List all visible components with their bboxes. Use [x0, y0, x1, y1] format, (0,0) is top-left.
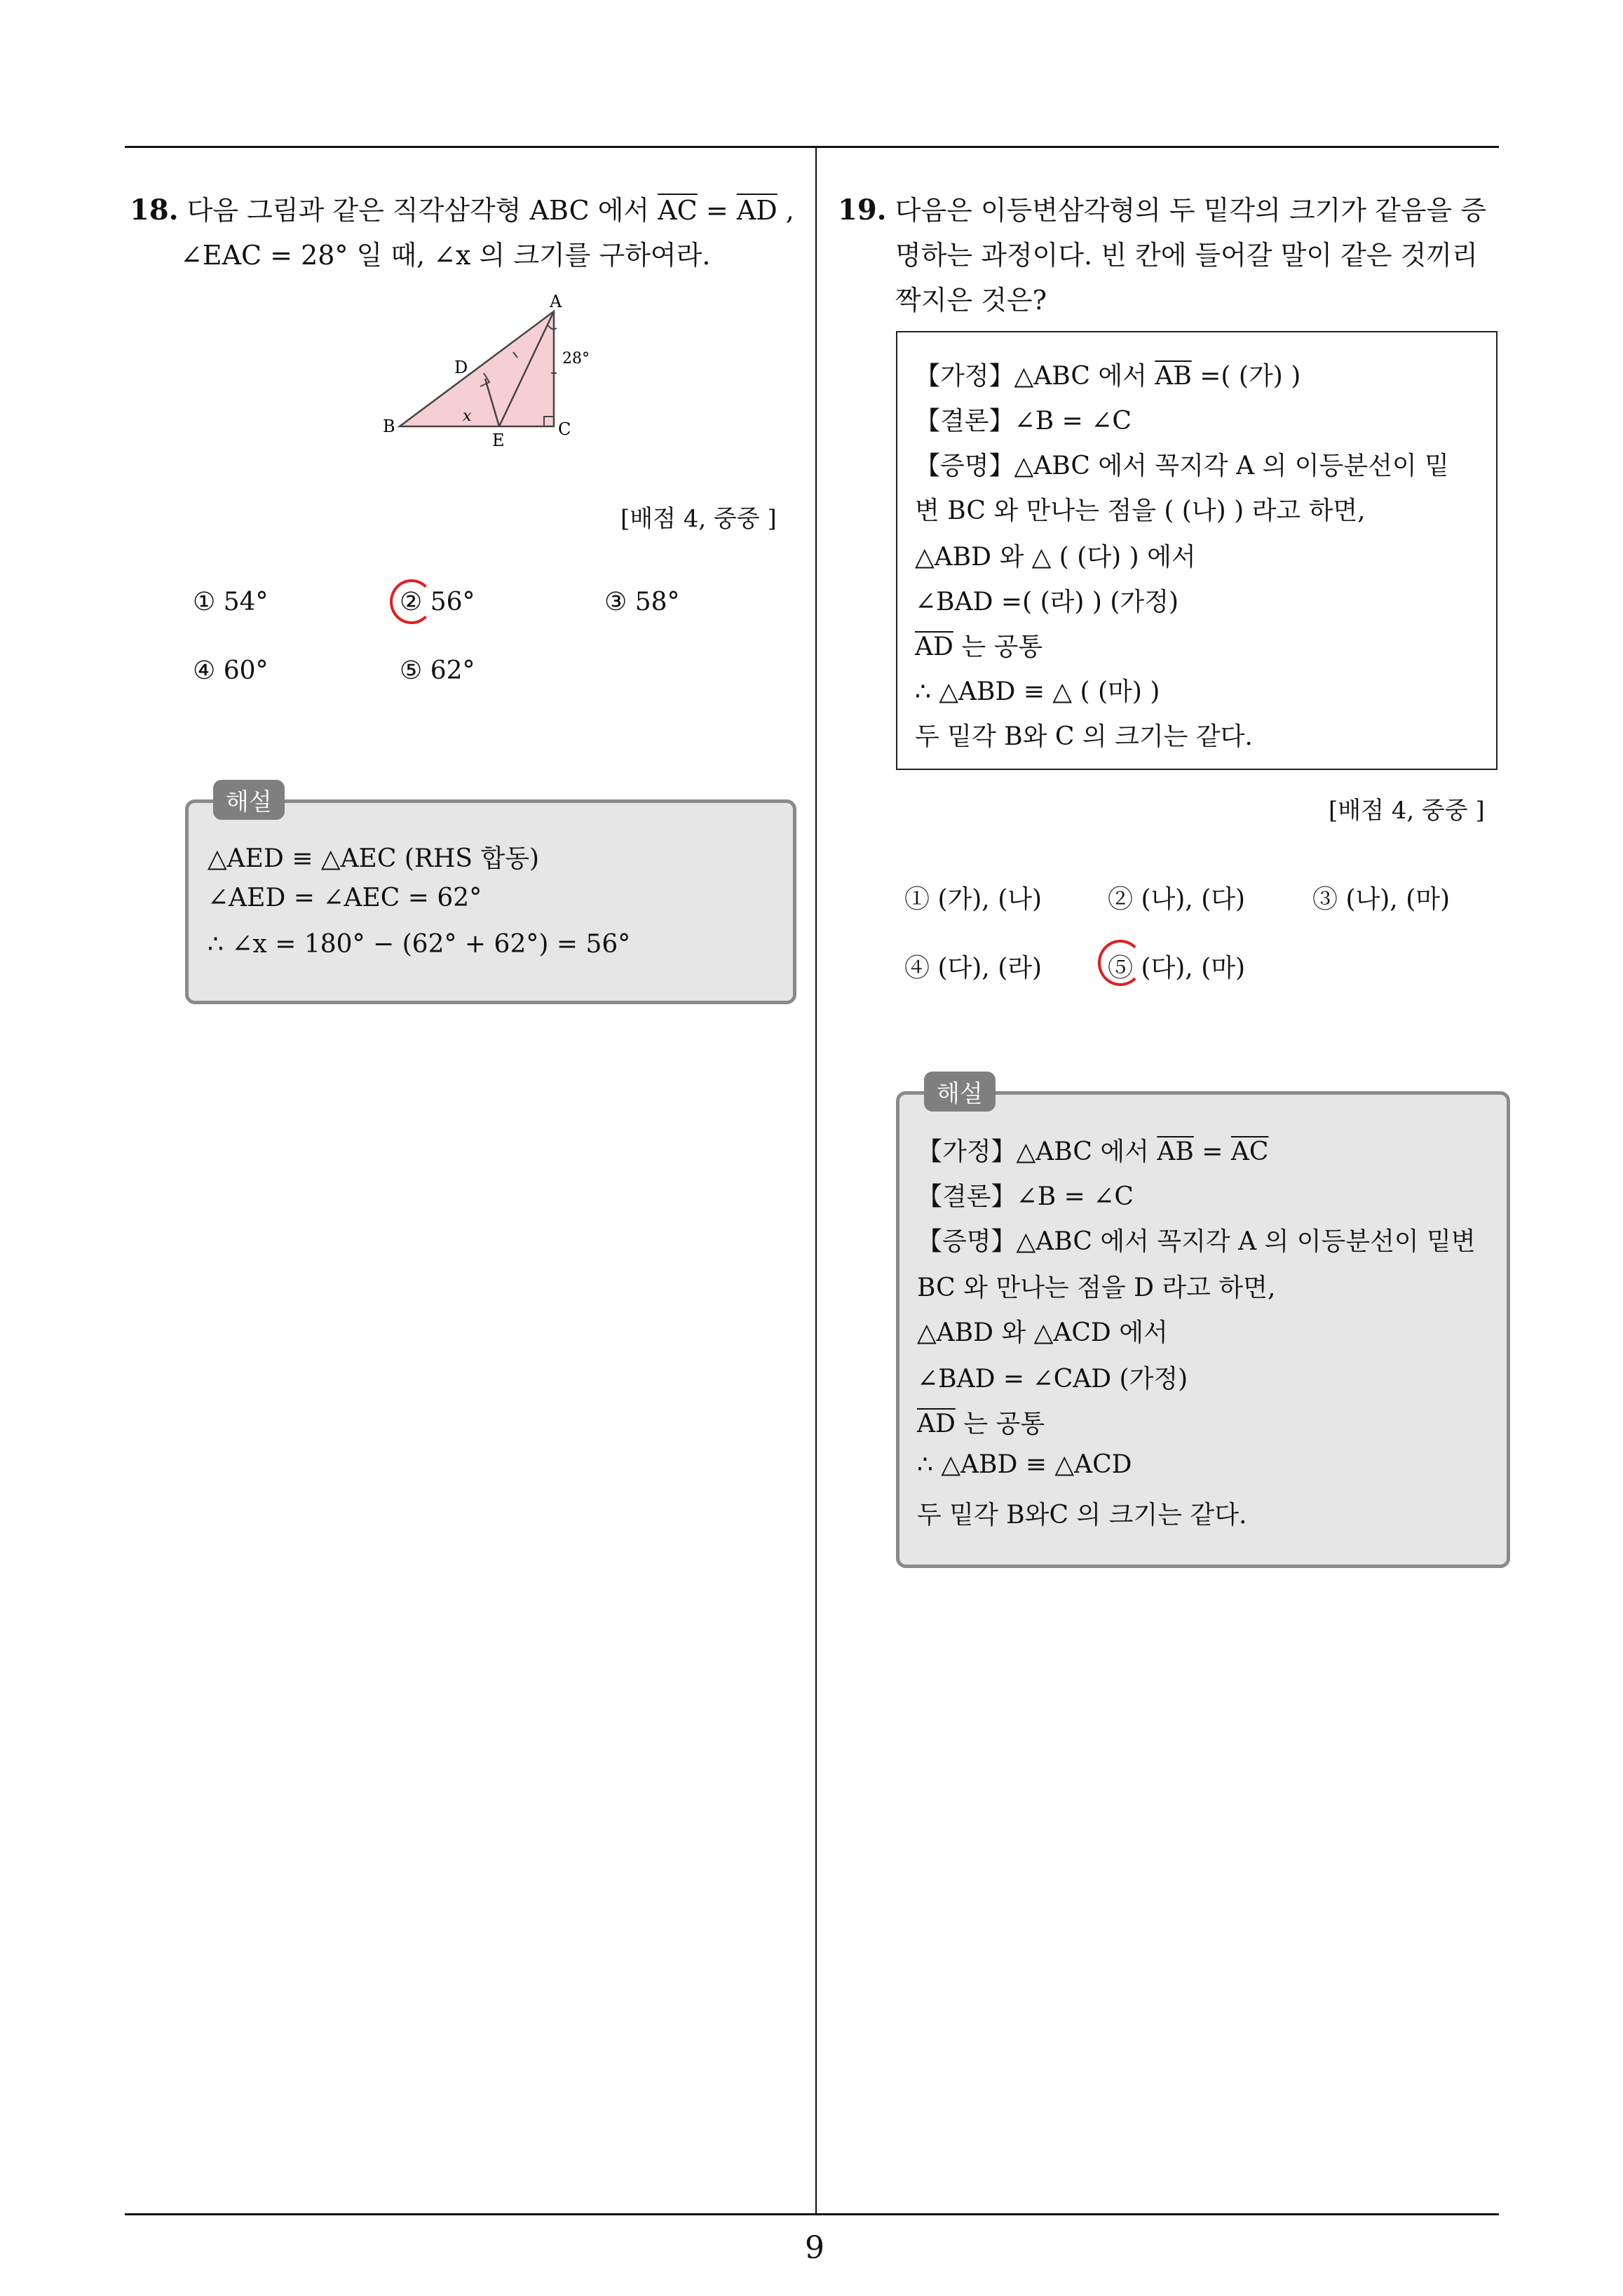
q19-solution-line: 【가정】△ABC 에서 $\overline{AB} = \overline{AC}$: [917, 1137, 1269, 1166]
label-a: A: [550, 295, 562, 311]
q18-choice-1[interactable]: ① 54°: [193, 588, 269, 616]
label-d: D: [454, 358, 468, 377]
page-number: 9: [805, 2230, 824, 2266]
q19-box-line: 【결론】∠B = ∠C: [915, 407, 1132, 435]
q18-prompt: [130, 188, 803, 278]
q18-line1: 다음 그림과 같은 직각삼각형 ABC 에서: [186, 195, 658, 226]
q19-solution-line: BC 와 만나는 점을 D 라고 하면,: [917, 1274, 1276, 1302]
label-b: B: [383, 417, 395, 436]
q18-number: 18.: [130, 194, 179, 227]
q18-solution-line: ∠AED = ∠AEC = 62°: [208, 884, 482, 912]
q19-box-line: 두 밑각 B와 C 의 크기는 같다.: [915, 722, 1253, 751]
q18-solution-line: △AED ≡ △AEC (RHS 합동): [208, 844, 540, 873]
q19-answer-mark: [1098, 940, 1143, 986]
q19-choice-3[interactable]: ③ (나), (마): [1312, 885, 1451, 914]
q19-box-line: 변 BC 와 만나는 점을 ( (나) ) 라고 하면,: [915, 497, 1366, 525]
q19-box-line: ∴ △ABD ≡ △ ( (마) ): [915, 677, 1160, 706]
q18-answer-mark: [390, 579, 433, 624]
q18-seg-ad: $\overline{AD}$: [736, 195, 777, 226]
q19-box-line: $\overline{AD}$ 는 공통: [915, 633, 1043, 661]
bottom-rule: [125, 2213, 1499, 2215]
q18-choice-5[interactable]: ⑤ 62°: [400, 656, 475, 685]
q18-choice-4[interactable]: ④ 60°: [193, 656, 269, 685]
q19-solution-line: $\overline{AD}$ 는 공통: [917, 1410, 1045, 1438]
top-rule: [125, 146, 1499, 148]
q19-choice-1[interactable]: ① (가), (나): [904, 885, 1043, 914]
q19-solution-line: 【증명】△ABC 에서 꼭지각 A 의 이등분선이 밑변: [917, 1227, 1476, 1256]
label-x: x: [463, 407, 472, 425]
label-angle: 28°: [562, 350, 590, 367]
q19-solution-line: 【결론】∠B = ∠C: [917, 1182, 1134, 1211]
q18-choice-2[interactable]: ② 56°: [400, 588, 475, 616]
q18-choice-3[interactable]: ③ 58°: [604, 588, 680, 616]
q18-comma: ,: [777, 195, 794, 226]
q18-triangle-figure: [379, 295, 610, 456]
q19-choice-2[interactable]: ② (나), (다): [1108, 885, 1246, 914]
q19-box-line: 【증명】△ABC 에서 꼭지각 A 의 이등분선이 밑: [915, 452, 1449, 480]
q18-solution-line: ∴ ∠x = 180° − (62° + 62°) = 56°: [208, 930, 631, 959]
q18-solution-tab: 해설: [213, 780, 285, 820]
q19-score: [배점 4, 중중 ]: [1329, 797, 1485, 825]
column-divider: [815, 146, 817, 2215]
q19-line3: 짝지은 것은?: [895, 285, 1047, 316]
q19-choice-4[interactable]: ④ (다), (라): [904, 954, 1043, 982]
q19-solution-line: △ABD 와 △ACD 에서: [917, 1318, 1168, 1347]
label-e: E: [492, 431, 505, 450]
q18-line2: ∠EAC = 28° 일 때, ∠x 의 크기를 구하여라.: [180, 240, 711, 271]
q19-number: 19.: [838, 194, 887, 227]
q19-choice-5[interactable]: ⑤ (다), (마): [1108, 954, 1246, 982]
q19-box-line: ∠BAD =( (라) ) (가정): [915, 588, 1179, 616]
q18-eq: =: [697, 195, 737, 226]
label-c: C: [558, 419, 571, 439]
q19-solution-line: ∠BAD = ∠CAD (가정): [917, 1365, 1188, 1393]
q19-line2: 명하는 과정이다. 빈 칸에 들어갈 말이 같은 것끼리: [895, 240, 1478, 271]
q19-box-line: △ABD 와 △ ( (다) ) 에서: [915, 543, 1196, 572]
q19-prompt: [838, 188, 1525, 323]
q18-seg-ac: $\overline{AC}$: [658, 195, 698, 226]
q19-solution-line: ∴ △ABD ≡ △ACD: [917, 1450, 1132, 1479]
q18-score: [배점 4, 중중 ]: [620, 505, 777, 533]
q19-solution-tab: 해설: [924, 1072, 996, 1112]
q19-line1: 다음은 이등변삼각형의 두 밑각의 크기가 같음을 증: [895, 195, 1487, 226]
q19-solution-line: 두 밑각 B와C 의 크기는 같다.: [917, 1501, 1247, 1529]
triangle-abc: [400, 311, 554, 426]
q19-box-line: 【가정】△ABC 에서 $\overline{AB}$ =( (가) ): [915, 362, 1301, 391]
